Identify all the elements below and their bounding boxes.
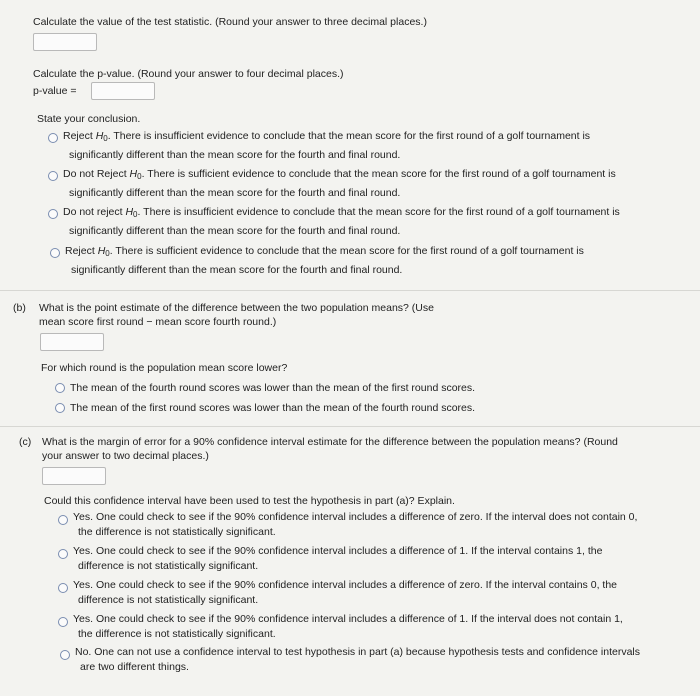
option-line-1: Yes. One could check to see if the 90% confidence interval includes a difference of 1. If the interval does not contain 1, <box>73 613 623 625</box>
point-estimate-input[interactable] <box>40 333 104 351</box>
conclusion-option-4[interactable]: Reject $H_0$. There is sufficient evidence to conclude that the mean score for the first round of a golf tournament is significantly different than the mean score for the fourth and final round. <box>65 245 584 276</box>
conclusion-option-2[interactable]: Do not Reject $H_0$. There is sufficient evidence to conclude that the mean score for the first round of a golf tournament is significantly different than the mean score for the fourth and final round. <box>63 168 616 199</box>
ci-prompt: Could this confidence interval have been used to test the hypothesis in part (a)? Explain. <box>44 495 455 507</box>
option-line-2: the difference is not statistically significant. <box>78 628 276 640</box>
option-lead: Do not reject <box>63 206 123 218</box>
conclusion-option-3-radio[interactable] <box>48 209 58 219</box>
option-lead: Reject <box>65 245 95 257</box>
h-sub: 0 <box>137 172 142 181</box>
pvalue-input[interactable] <box>91 82 155 100</box>
h-symbol: H <box>125 206 134 218</box>
part-b-label: (b) <box>13 302 26 314</box>
conclusion-option-2-radio[interactable] <box>48 171 58 181</box>
option-rest: There is insufficient evidence to conclude that the mean score for the first round of a golf tournament is <box>140 206 620 218</box>
option-line-2: are two different things. <box>80 661 189 673</box>
ci-option-5[interactable] <box>75 645 640 675</box>
h-symbol: H <box>129 168 138 180</box>
option-line-2: significantly different than the mean score for the fourth and final round. <box>69 149 401 161</box>
lower-option-1-radio[interactable] <box>55 383 65 393</box>
option-line-2: significantly different than the mean score for the fourth and final round. <box>69 225 401 237</box>
h-sub: 0 <box>133 210 138 219</box>
option-line-2: significantly different than the mean score for the fourth and final round. <box>71 264 403 276</box>
option-line-1: Yes. One could check to see if the 90% confidence interval includes a difference of zero. If the interval does not contain 0, <box>73 511 638 523</box>
conclusion-option-4-radio[interactable] <box>50 248 60 258</box>
option-rest: There is insufficient evidence to conclude that the mean score for the first round of a golf tournament is <box>110 130 591 142</box>
part-b-prompt-line-2: mean score first round − mean score fourth round.) <box>39 316 277 328</box>
option-line-1: Yes. One could check to see if the 90% confidence interval includes a difference of 1. If the interval contains 1, the <box>73 545 603 557</box>
ci-option-2[interactable] <box>73 544 602 574</box>
h-sub: 0 <box>103 134 108 143</box>
ci-option-1[interactable] <box>73 510 637 540</box>
option-line-1: Yes. One could check to see if the 90% confidence interval includes a difference of zero. If the interval contains 0, the <box>73 579 617 591</box>
h-symbol: H <box>95 130 104 142</box>
part-b-prompt-line-1: What is the point estimate of the difference between the two population means? (Use <box>39 302 434 314</box>
option-line-1: No. One can not use a confidence interval to test hypothesis in part (a) because hypothesis tests and confidence intervals <box>75 646 640 658</box>
lower-option-2-radio[interactable] <box>55 403 65 413</box>
option-line-2: significantly different than the mean score for the fourth and final round. <box>69 187 401 199</box>
option-lead: Do not Reject <box>63 168 127 180</box>
h-symbol: H <box>97 245 106 257</box>
h-sub: 0 <box>105 249 110 258</box>
ci-option-2-radio[interactable] <box>58 549 68 559</box>
ci-option-3[interactable] <box>73 578 617 608</box>
divider <box>0 290 700 291</box>
pvalue-label: p-value = <box>33 85 77 97</box>
test-stat-input[interactable] <box>33 33 97 51</box>
option-rest: There is sufficient evidence to conclude that the mean score for the first round of a golf tournament is <box>144 168 616 180</box>
margin-of-error-input[interactable] <box>42 467 106 485</box>
lower-option-1[interactable]: The mean of the fourth round scores was lower than the mean of the first round scores. <box>70 382 476 394</box>
option-line-2: the difference is not statistically significant. <box>78 526 276 538</box>
ci-option-5-radio[interactable] <box>60 650 70 660</box>
conclusion-option-1[interactable]: Reject $H_0$. There is insufficient evidence to conclude that the mean score for the first round of a golf tournament is significantly different than the mean score for the fourth and final round. <box>63 130 591 161</box>
part-c-prompt-line-2: your answer to two decimal places.) <box>42 450 209 462</box>
lower-option-2[interactable]: The mean of the first round scores was lower than the mean of the fourth round scores. <box>70 402 476 414</box>
part-c-prompt-line-1: What is the margin of error for a 90% confidence interval estimate for the difference between the population means? (Round <box>42 436 618 448</box>
conclusion-option-3[interactable]: Do not reject $H_0$. There is insufficient evidence to conclude that the mean score for the first round of a golf tournament is significantly different than the mean score for the fourth and final round. <box>63 206 620 237</box>
divider <box>0 426 700 427</box>
ci-option-4[interactable] <box>73 612 623 642</box>
conclusion-option-1-radio[interactable] <box>48 133 58 143</box>
lower-round-prompt: For which round is the population mean score lower? <box>41 362 288 374</box>
option-line-2: difference is not statistically significant. <box>78 594 259 606</box>
ci-option-4-radio[interactable] <box>58 617 68 627</box>
pvalue-prompt: Calculate the p-value. (Round your answer to four decimal places.) <box>33 68 344 80</box>
ci-option-1-radio[interactable] <box>58 515 68 525</box>
ci-option-3-radio[interactable] <box>58 583 68 593</box>
option-line-2: difference is not statistically significant. <box>78 560 259 572</box>
option-rest: There is sufficient evidence to conclude that the mean score for the first round of a golf tournament is <box>112 245 584 257</box>
test-stat-prompt: Calculate the value of the test statistic. (Round your answer to three decimal places.) <box>33 16 427 28</box>
option-lead: Reject <box>63 130 93 142</box>
conclusion-prompt: State your conclusion. <box>37 113 141 125</box>
part-c-label: (c) <box>19 436 32 448</box>
